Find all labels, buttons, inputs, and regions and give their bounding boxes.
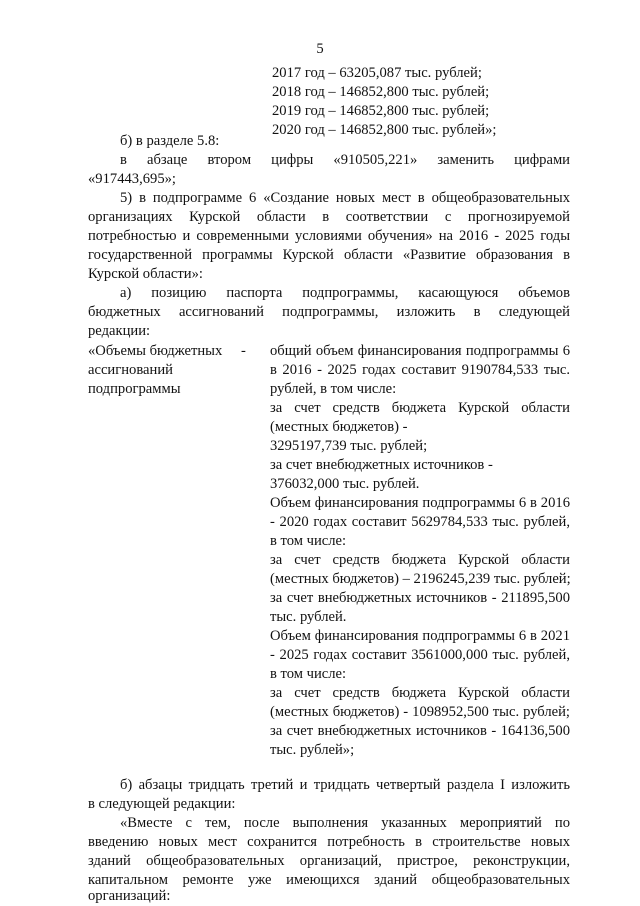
passport-content-line: (местных бюджетов) - 1098952,500 тыс. рублей; bbox=[270, 704, 570, 720]
passport-content-line: Объем финансирования подпрограммы 6 в 2021 bbox=[270, 628, 570, 644]
passport-content-line: - 2025 годах составит 3561000,000 тыс. рублей, bbox=[270, 647, 570, 663]
section-5-8-instruction: в абзаце втором цифры «910505,221» заменить цифрами bbox=[120, 152, 570, 168]
passport-label-line: «Объемы бюджетных bbox=[88, 343, 223, 359]
item-5-paragraph-line: 5) в подпрограмме 6 «Создание новых мест в общеобразовательных bbox=[120, 190, 570, 206]
item-a-paragraph-line: а) позицию паспорта подпрограммы, касающуюся объемов bbox=[120, 285, 570, 301]
quote-paragraph-line: зданий общеобразовательных организаций, пристрое, реконструкции, bbox=[88, 853, 570, 869]
funding-year-line: 2020 год – 146852,800 тыс. рублей»; bbox=[272, 122, 497, 138]
passport-label-line: ассигнований bbox=[88, 362, 173, 378]
passport-content-line: Объем финансирования подпрограммы 6 в 2016 bbox=[270, 495, 570, 511]
quote-paragraph-line: введению новых мест сохранится потребность в строительстве новых bbox=[88, 834, 570, 850]
item-5-paragraph-line: Курской области»: bbox=[88, 266, 203, 282]
quote-paragraph-line: «Вместе с тем, после выполнения указанных мероприятий по bbox=[120, 815, 570, 831]
item-5-paragraph-line: организациях Курской области в соответствии с прогнозируемой bbox=[88, 209, 570, 225]
passport-content-line: в 2016 - 2025 годах составит 9190784,533 тыс. bbox=[270, 362, 570, 378]
page-number: 5 bbox=[316, 41, 324, 57]
section-5-8-heading: б) в разделе 5.8: bbox=[120, 133, 220, 149]
item-5-paragraph-line: потребностью и современными условиями обучения» на 2016 - 2025 годы bbox=[88, 228, 570, 244]
passport-content-line: 376032,000 тыс. рублей. bbox=[270, 476, 420, 492]
passport-content-line: за счет средств бюджета Курской области bbox=[270, 685, 570, 701]
passport-content-line: в том числе: bbox=[270, 533, 347, 549]
item-b-paragraph-line: в следующей редакции: bbox=[88, 796, 236, 812]
passport-content-line: (местных бюджетов) – 2196245,239 тыс. рублей; bbox=[270, 571, 571, 587]
quote-paragraph-line: капитальном ремонте уже имеющихся зданий общеобразовательных bbox=[88, 872, 570, 888]
passport-content-line: за счет средств бюджета Курской области bbox=[270, 400, 570, 416]
passport-dash: - bbox=[241, 343, 246, 359]
funding-year-line: 2017 год – 63205,087 тыс. рублей; bbox=[272, 65, 482, 81]
item-a-paragraph-line: редакции: bbox=[88, 323, 151, 339]
passport-label-line: подпрограммы bbox=[88, 381, 181, 397]
passport-content-line: за счет внебюджетных источников - 164136,500 bbox=[270, 723, 570, 739]
passport-content-line: за счет внебюджетных источников - 211895,500 bbox=[270, 590, 570, 606]
item-a-paragraph-line: бюджетных ассигнований подпрограммы, изложить в следующей bbox=[88, 304, 570, 320]
item-b-paragraph-line: б) абзацы тридцать третий и тридцать четвертый раздела I изложить bbox=[120, 777, 570, 793]
passport-content-line: - 2020 годах составит 5629784,533 тыс. рублей, bbox=[270, 514, 570, 530]
passport-content-line: за счет внебюджетных источников - bbox=[270, 457, 493, 473]
passport-content-line: тыс. рублей. bbox=[270, 609, 347, 625]
passport-content-line: общий объем финансирования подпрограммы 6 bbox=[270, 343, 570, 359]
passport-content-line: за счет средств бюджета Курской области bbox=[270, 552, 570, 568]
passport-content-line: рублей, в том числе: bbox=[270, 381, 397, 397]
quote-paragraph-line: организаций: bbox=[88, 888, 171, 904]
item-5-paragraph-line: государственной программы Курской области «Развитие образования в bbox=[88, 247, 570, 263]
funding-year-line: 2019 год – 146852,800 тыс. рублей; bbox=[272, 103, 490, 119]
section-5-8-instruction-cont: «917443,695»; bbox=[88, 171, 176, 187]
funding-year-line: 2018 год – 146852,800 тыс. рублей; bbox=[272, 84, 490, 100]
passport-content-line: (местных бюджетов) - bbox=[270, 419, 408, 435]
passport-content-line: в том числе: bbox=[270, 666, 347, 682]
passport-content-line: 3295197,739 тыс. рублей; bbox=[270, 438, 428, 454]
passport-content-line: тыс. рублей»; bbox=[270, 742, 355, 758]
